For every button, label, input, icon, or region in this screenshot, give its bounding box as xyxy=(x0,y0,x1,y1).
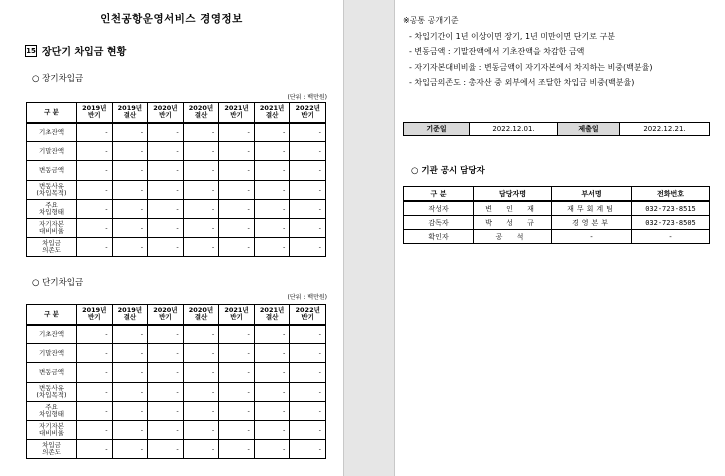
contact-dept: 재무회계팀 xyxy=(552,201,632,216)
row-label: 기초잔액 xyxy=(27,123,77,142)
table-cell: - xyxy=(183,420,219,439)
table-cell: - xyxy=(254,123,290,142)
table-cell: - xyxy=(290,401,326,420)
table-cell: - xyxy=(112,382,148,401)
table-cell: - xyxy=(148,420,184,439)
contact-row xyxy=(404,201,710,216)
table-cell: - xyxy=(254,401,290,420)
section-number-badge: 15 xyxy=(26,46,36,55)
contact-dept: - xyxy=(552,230,632,244)
table-cell: - xyxy=(290,161,326,180)
table-cell: - xyxy=(77,161,113,180)
section-title-text: 장단기 차입금 현황 xyxy=(42,47,127,58)
contact-title: ○ 기관 공시 담당자 xyxy=(411,166,485,176)
table-row xyxy=(27,363,326,382)
table-cell: - xyxy=(112,180,148,199)
table-cell: - xyxy=(112,199,148,218)
criteria-line: - 자기자본대비비율 : 변동금액이 자기자본에서 차지하는 비중(백분율) xyxy=(409,62,653,72)
table-header-row xyxy=(27,305,326,325)
table-cell: - xyxy=(77,199,113,218)
table-cell: - xyxy=(219,401,255,420)
base-date-label: 기준일 xyxy=(404,123,470,136)
table-cell: - xyxy=(183,363,219,382)
row-label: 기초잔액 xyxy=(27,325,77,344)
row-label: 차입금 의존도 xyxy=(27,440,77,459)
table-cell: - xyxy=(290,238,326,257)
table-cell: - xyxy=(290,325,326,344)
contact-name: 변 인 재 xyxy=(474,201,552,216)
long-term-unit: (단위 : 백만원) xyxy=(287,94,327,101)
table-cell: - xyxy=(77,401,113,420)
table-cell: - xyxy=(290,199,326,218)
row-label: 기말잔액 xyxy=(27,142,77,161)
table-cell: - xyxy=(254,161,290,180)
table-row xyxy=(27,123,326,142)
row-label: 주요 차입형태 xyxy=(27,199,77,218)
table-cell: - xyxy=(290,123,326,142)
contact-row xyxy=(404,216,710,230)
header-period: 2020년 결산 xyxy=(183,305,219,325)
header-period: 2019년 반기 xyxy=(77,103,113,123)
table-cell: - xyxy=(219,325,255,344)
header-period: 2021년 반기 xyxy=(219,103,255,123)
header-period: 2020년 반기 xyxy=(148,305,184,325)
header-period: 2020년 결산 xyxy=(183,103,219,123)
header-period: 2019년 반기 xyxy=(77,305,113,325)
table-cell: - xyxy=(112,325,148,344)
submit-date-value: 2022.12.21. xyxy=(620,123,710,136)
contact-role: 작성자 xyxy=(404,201,474,216)
header-period: 2020년 반기 xyxy=(148,103,184,123)
table-cell: - xyxy=(183,180,219,199)
header-category: 구 분 xyxy=(27,103,77,123)
row-label: 자기자본 대비비율 xyxy=(27,218,77,237)
table-cell: - xyxy=(112,344,148,363)
contact-row xyxy=(404,230,710,244)
table-cell: - xyxy=(112,123,148,142)
left-page xyxy=(0,0,343,476)
table-cell: - xyxy=(148,238,184,257)
table-cell: - xyxy=(254,180,290,199)
table-cell: - xyxy=(112,218,148,237)
table-cell: - xyxy=(219,382,255,401)
table-row xyxy=(27,325,326,344)
table-cell: - xyxy=(254,344,290,363)
table-cell: - xyxy=(148,180,184,199)
table-cell: - xyxy=(112,161,148,180)
table-cell: - xyxy=(148,123,184,142)
table-cell: - xyxy=(77,325,113,344)
long-term-table xyxy=(26,102,326,257)
table-row xyxy=(27,401,326,420)
table-row xyxy=(27,142,326,161)
header-period: 2021년 반기 xyxy=(219,305,255,325)
table-cell: - xyxy=(77,123,113,142)
row-label: 차입금 의존도 xyxy=(27,238,77,257)
table-cell: - xyxy=(77,142,113,161)
table-cell: - xyxy=(254,363,290,382)
table-cell: - xyxy=(254,420,290,439)
row-label: 변동금액 xyxy=(27,363,77,382)
table-cell: - xyxy=(254,440,290,459)
table-cell: - xyxy=(254,382,290,401)
contact-name: 박 성 규 xyxy=(474,216,552,230)
table-cell: - xyxy=(290,363,326,382)
table-cell: - xyxy=(290,420,326,439)
submit-date-label: 제출일 xyxy=(558,123,620,136)
document-title: 인천공항운영서비스 경영정보 xyxy=(100,13,243,25)
table-cell: - xyxy=(148,344,184,363)
table-cell: - xyxy=(219,440,255,459)
header-period: 2021년 결산 xyxy=(254,103,290,123)
contact-role: 확인자 xyxy=(404,230,474,244)
dates-row xyxy=(404,123,710,136)
criteria-line: - 차입금의존도 : 총자산 중 외부에서 조달한 차입금 비중(백분율) xyxy=(409,78,635,88)
table-cell: - xyxy=(148,401,184,420)
table-cell: - xyxy=(148,199,184,218)
criteria-heading: ※공통 공개기준 xyxy=(403,16,459,25)
table-cell: - xyxy=(112,420,148,439)
criteria-line: - 변동금액 : 기말잔액에서 기초잔액을 차감한 금액 xyxy=(409,47,585,57)
table-row xyxy=(27,238,326,257)
table-cell: - xyxy=(77,344,113,363)
page-gutter xyxy=(343,0,395,476)
table-cell: - xyxy=(77,440,113,459)
table-cell: - xyxy=(219,142,255,161)
contacts-header-role: 구 분 xyxy=(404,187,474,202)
row-label: 변동금액 xyxy=(27,161,77,180)
contacts-header-phone: 전화번호 xyxy=(632,187,710,202)
table-cell: - xyxy=(183,325,219,344)
contact-name: 공 석 xyxy=(474,230,552,244)
table-cell: - xyxy=(77,238,113,257)
table-row xyxy=(27,161,326,180)
header-category: 구 분 xyxy=(27,305,77,325)
table-row xyxy=(27,440,326,459)
table-cell: - xyxy=(254,238,290,257)
table-cell: - xyxy=(183,142,219,161)
header-period: 2019년 결산 xyxy=(112,103,148,123)
table-cell: - xyxy=(254,142,290,161)
row-label: 자기자본 대비비율 xyxy=(27,420,77,439)
table-cell: - xyxy=(183,344,219,363)
table-cell: - xyxy=(148,161,184,180)
contacts-header-dept: 부서명 xyxy=(552,187,632,202)
short-term-table xyxy=(26,304,326,459)
contact-phone: 032-723-8515 xyxy=(632,201,710,216)
header-period: 2022년 반기 xyxy=(290,103,326,123)
header-period: 2022년 반기 xyxy=(290,305,326,325)
table-cell: - xyxy=(183,218,219,237)
long-term-subtitle: ○ 장기차입금 xyxy=(32,74,84,84)
header-period: 2021년 결산 xyxy=(254,305,290,325)
table-cell: - xyxy=(183,161,219,180)
contacts-header-row xyxy=(404,187,710,202)
table-cell: - xyxy=(183,238,219,257)
table-row xyxy=(27,344,326,363)
table-row xyxy=(27,382,326,401)
table-cell: - xyxy=(183,440,219,459)
contacts-table xyxy=(403,186,710,244)
table-cell: - xyxy=(183,401,219,420)
row-label: 기말잔액 xyxy=(27,344,77,363)
table-row xyxy=(27,218,326,237)
table-header-row xyxy=(27,103,326,123)
table-cell: - xyxy=(219,123,255,142)
row-label: 변동사유 (차입목적) xyxy=(27,382,77,401)
row-label: 주요 차입형태 xyxy=(27,401,77,420)
table-cell: - xyxy=(77,363,113,382)
table-cell: - xyxy=(254,218,290,237)
table-cell: - xyxy=(183,123,219,142)
table-cell: - xyxy=(219,420,255,439)
contact-role: 감독자 xyxy=(404,216,474,230)
table-cell: - xyxy=(148,440,184,459)
table-cell: - xyxy=(77,218,113,237)
table-cell: - xyxy=(148,325,184,344)
base-date-value: 2022.12.01. xyxy=(470,123,558,136)
table-cell: - xyxy=(148,382,184,401)
table-cell: - xyxy=(148,142,184,161)
table-cell: - xyxy=(219,363,255,382)
criteria-line: - 차입기간이 1년 이상이면 장기, 1년 미만이면 단기로 구분 xyxy=(409,31,615,41)
left-page-edge xyxy=(343,0,344,476)
table-cell: - xyxy=(183,382,219,401)
table-cell: - xyxy=(112,238,148,257)
table-cell: - xyxy=(254,325,290,344)
table-cell: - xyxy=(77,420,113,439)
table-cell: - xyxy=(254,199,290,218)
table-row xyxy=(27,180,326,199)
table-cell: - xyxy=(290,218,326,237)
table-cell: - xyxy=(219,161,255,180)
table-cell: - xyxy=(219,238,255,257)
table-cell: - xyxy=(112,142,148,161)
table-cell: - xyxy=(77,382,113,401)
table-cell: - xyxy=(219,218,255,237)
header-period: 2019년 결산 xyxy=(112,305,148,325)
table-cell: - xyxy=(148,218,184,237)
table-cell: - xyxy=(112,363,148,382)
section-title xyxy=(25,43,126,58)
table-cell: - xyxy=(219,199,255,218)
table-cell: - xyxy=(290,142,326,161)
row-label: 변동사유 (차입목적) xyxy=(27,180,77,199)
contact-phone: 032-723-8505 xyxy=(632,216,710,230)
table-cell: - xyxy=(290,382,326,401)
table-cell: - xyxy=(290,440,326,459)
contacts-header-name: 담당자명 xyxy=(474,187,552,202)
table-row xyxy=(27,420,326,439)
table-cell: - xyxy=(112,401,148,420)
contact-dept: 경영본부 xyxy=(552,216,632,230)
table-cell: - xyxy=(148,363,184,382)
table-row xyxy=(27,199,326,218)
table-cell: - xyxy=(219,344,255,363)
table-cell: - xyxy=(77,180,113,199)
disclosure-criteria xyxy=(403,13,652,91)
contact-phone: - xyxy=(632,230,710,244)
dates-table xyxy=(403,122,710,136)
table-cell: - xyxy=(183,199,219,218)
short-term-unit: (단위 : 백만원) xyxy=(287,294,327,301)
table-cell: - xyxy=(290,344,326,363)
table-cell: - xyxy=(112,440,148,459)
table-cell: - xyxy=(290,180,326,199)
table-cell: - xyxy=(219,180,255,199)
short-term-subtitle: ○ 단기차입금 xyxy=(32,278,84,288)
